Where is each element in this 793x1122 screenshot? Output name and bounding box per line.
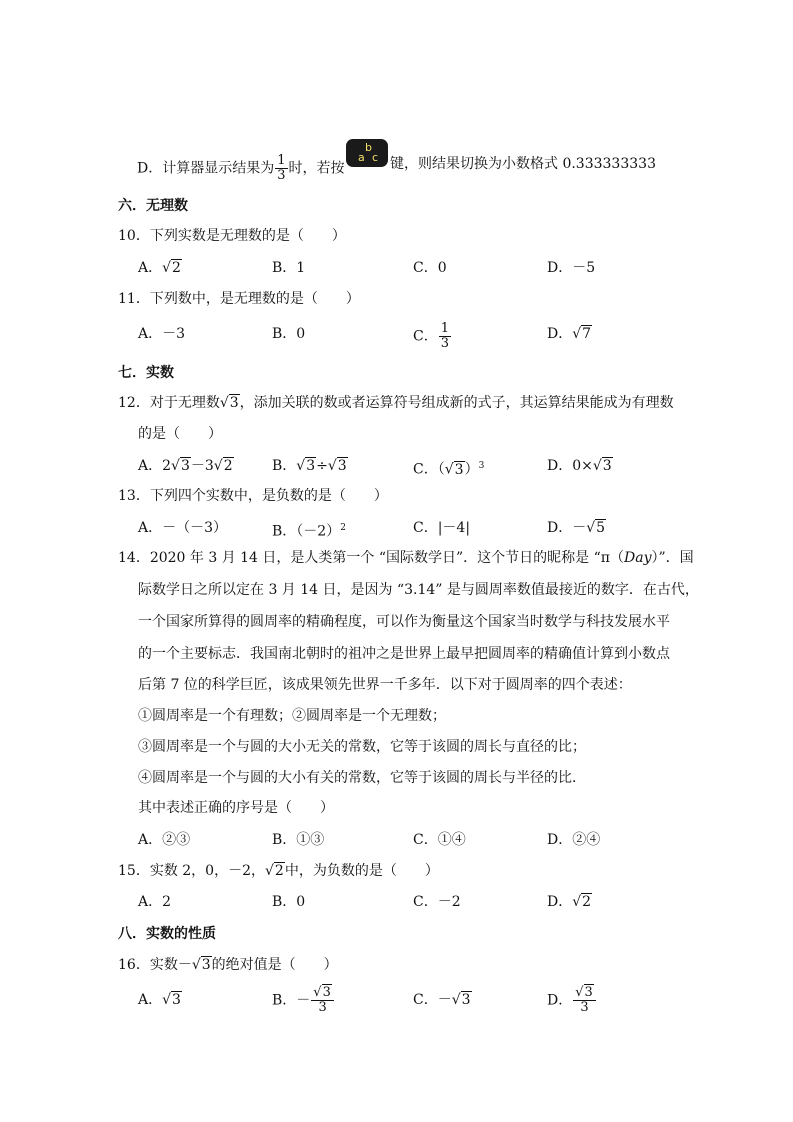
key-b: b: [365, 141, 372, 154]
q14-line1-post: ）”．国: [651, 550, 694, 566]
sqrt-icon: √: [213, 458, 223, 474]
q14-line5: 后第 7 位的科学巨匠，该成果领先世界一千多年．以下对于圆周率的四个表述：: [138, 677, 632, 693]
sqrt-icon: √: [572, 894, 582, 910]
section-7-heading: 七．实数: [118, 365, 174, 381]
q12-stem-pre: 12．对于无理数: [118, 395, 220, 411]
q13-option-b: [272, 518, 346, 542]
q14-line8: ④圆周率是一个与圆的大小有关的常数，它等于该圆的周长与半径的比．: [138, 770, 586, 786]
key-c: c: [372, 151, 379, 164]
q13-option-a: A．－（－3）: [138, 520, 228, 536]
q10-option-b: B．1: [272, 260, 306, 276]
q10-option-a: [138, 258, 182, 278]
q10-a-radicand: 2: [172, 260, 181, 276]
q16-a-r: 3: [172, 992, 181, 1008]
q12-b-mid: ÷: [316, 458, 328, 474]
q12-a-r1: 3: [180, 458, 190, 474]
q14-line1-italic: Day: [624, 550, 652, 566]
sqrt-icon: √: [451, 992, 461, 1008]
q9d-mid: 时，若按: [288, 160, 345, 177]
q14-option-c: C．①④: [413, 832, 466, 848]
q12-option-a: [138, 456, 234, 476]
sqrt-icon: √: [586, 520, 596, 536]
q11-option-d: [547, 324, 592, 344]
q12-d-r: 3: [602, 458, 612, 474]
sqrt-icon: √: [191, 957, 201, 973]
q16-b-fraction: [311, 986, 334, 1015]
q16-option-d: [547, 986, 597, 1015]
q10-a-label: A．: [138, 260, 163, 276]
q14-line2: 际数学日之所以定在 3 月 14 日，是因为 “3.14” 是与圆周率数值最接近的数字．在古代，: [138, 582, 699, 598]
sqrt-icon: √: [219, 395, 229, 411]
q16-b-den: 3: [318, 1000, 327, 1015]
q11-option-a: A．－3: [138, 326, 186, 342]
q12-b-r2: 3: [337, 458, 347, 474]
q14-line4: 的一个主要标志．我国南北朝时的祖冲之是世界上最早把圆周率的精确值计算到小数点: [138, 646, 670, 662]
q13-b-exp: 2: [340, 523, 346, 533]
q12-option-d: [547, 456, 613, 476]
q11-d-label: D．: [547, 326, 573, 342]
q15-stem-pre: 15．实数 2，0，－2，: [118, 863, 265, 879]
q16-b-num: √3: [311, 986, 334, 1001]
calculator-fraction-key-icon: [346, 139, 388, 167]
q12-a-label: A．2: [138, 458, 172, 474]
q16-a-label: A．: [138, 992, 163, 1008]
q12-c-r: 3: [454, 461, 464, 478]
q12-a-mid: －3: [190, 458, 214, 474]
q14-option-a: A．②③: [138, 832, 191, 848]
q14-line7: ③圆周率是一个与圆的大小无关的常数，它等于该圆的周长与直径的比；: [138, 739, 586, 755]
q15-d-label: D．: [547, 894, 573, 910]
q16-stem-pre: 16．实数－: [118, 957, 192, 973]
q12-stem-line2: 的是（ ）: [138, 426, 222, 442]
sqrt-icon: √: [592, 458, 602, 474]
q11-option-b: B．0: [272, 326, 306, 342]
q11-c-num: 1: [440, 321, 449, 336]
q9d-frac-den: 3: [277, 168, 286, 183]
q16-d-num-r: 3: [584, 985, 593, 1000]
q16-c-label: C．－: [413, 992, 452, 1008]
q11-stem: 11．下列数中，是无理数的是（ ）: [118, 291, 360, 307]
q12-stem-radicand: 3: [229, 395, 239, 411]
q16-d-fraction: [573, 986, 596, 1015]
q14-line9: 其中表述正确的序号是（ ）: [138, 800, 334, 816]
q12-d-label: D．0×: [547, 458, 593, 474]
q11-c-den: 3: [440, 336, 449, 351]
sqrt-icon: √: [162, 260, 172, 276]
q11-c-fraction: [439, 322, 451, 351]
q16-c-r: 3: [461, 992, 471, 1008]
q15-option-d: [547, 892, 592, 912]
q12-option-b: [272, 456, 348, 476]
sqrt-icon: √: [296, 458, 306, 474]
key-a: a: [358, 151, 365, 164]
q15-stem: [118, 861, 439, 881]
q16-stem: [118, 955, 338, 975]
q13-option-c: C．|－4|: [413, 520, 471, 536]
q16-b-label: B．－: [272, 992, 311, 1009]
q14-option-d: D．②④: [547, 832, 601, 848]
q14-line1-pre: 14．2020 年 3 月 14 日，是人类第一个 “国际数学日”．这个节日的昵称是 “π（: [118, 550, 624, 566]
q14-line1: [118, 548, 694, 568]
sqrt-icon: √: [162, 992, 172, 1008]
q13-option-d: [547, 518, 606, 538]
q10-option-d: D．－5: [547, 260, 596, 276]
q16-option-c: [413, 990, 472, 1010]
q16-d-den: 3: [580, 1000, 589, 1015]
q9d-fraction: [275, 154, 287, 183]
q12-b-r1: 3: [306, 458, 316, 474]
q13-d-r: 5: [596, 520, 606, 536]
section-6-heading: 六．无理数: [118, 198, 188, 214]
q11-option-c: [413, 322, 452, 351]
q13-b-text: B．（－2）: [272, 523, 341, 540]
q16-d-label: D．: [547, 992, 573, 1009]
q12-c-exp: 3: [478, 461, 485, 471]
sqrt-icon: √: [265, 863, 274, 879]
q13-stem: 13．下列四个实数中，是负数的是（ ）: [118, 488, 388, 504]
q11-c-label: C．: [413, 328, 438, 345]
section-8-heading: 八．实数的性质: [118, 926, 216, 942]
q15-stem-post: 中，为负数的是（ ）: [284, 863, 439, 879]
q9-option-d: [137, 154, 345, 183]
q16-b-num-r: 3: [322, 985, 331, 1000]
q15-d-r: 2: [582, 894, 592, 910]
q12-c-post: ）: [464, 461, 479, 478]
q16-option-a: [138, 990, 182, 1010]
q9d-suffix: 键，则结果切换为小数格式 0.333333333: [390, 156, 656, 172]
q16-d-num: √3: [573, 986, 596, 1001]
q9d-frac-num: 1: [277, 153, 286, 168]
q14-line3: 一个国家所算得的圆周率的精确程度，可以作为衡量这个国家当时数学与科技发展水平: [138, 614, 670, 630]
q12-stem-line1: [118, 393, 674, 413]
sqrt-icon: √: [171, 458, 180, 474]
q15-option-c: C．－2: [413, 894, 461, 910]
q11-d-radicand: 7: [582, 326, 592, 342]
q13-d-label: D．－: [547, 520, 587, 536]
sqrt-icon: √: [327, 458, 337, 474]
sqrt-icon: √: [444, 461, 454, 478]
q12-stem-post: ，添加关联的数或者运算符号组成新的式子，其运算结果能成为有理数: [239, 395, 674, 411]
q12-c-label: C．（: [413, 461, 445, 478]
q10-option-c: C．0: [413, 260, 447, 276]
sqrt-icon: √: [572, 326, 582, 342]
q15-option-a: A．2: [138, 894, 172, 910]
q16-stem-post: 的绝对值是（ ）: [211, 957, 338, 973]
q15-option-b: B．0: [272, 894, 306, 910]
q12-a-r2: 2: [223, 458, 233, 474]
q14-line6: ①圆周率是一个有理数；②圆周率是一个无理数；: [138, 708, 446, 724]
q12-b-label: B．: [272, 458, 297, 474]
q14-option-b: B．①③: [272, 832, 325, 848]
q16-stem-r: 3: [201, 957, 211, 973]
q16-option-b: [272, 986, 335, 1015]
q9d-prefix: D．计算器显示结果为: [137, 160, 275, 177]
q12-option-c: [413, 456, 484, 480]
q15-stem-r: 2: [274, 863, 284, 879]
q10-stem: 10．下列实数是无理数的是（ ）: [118, 228, 346, 244]
